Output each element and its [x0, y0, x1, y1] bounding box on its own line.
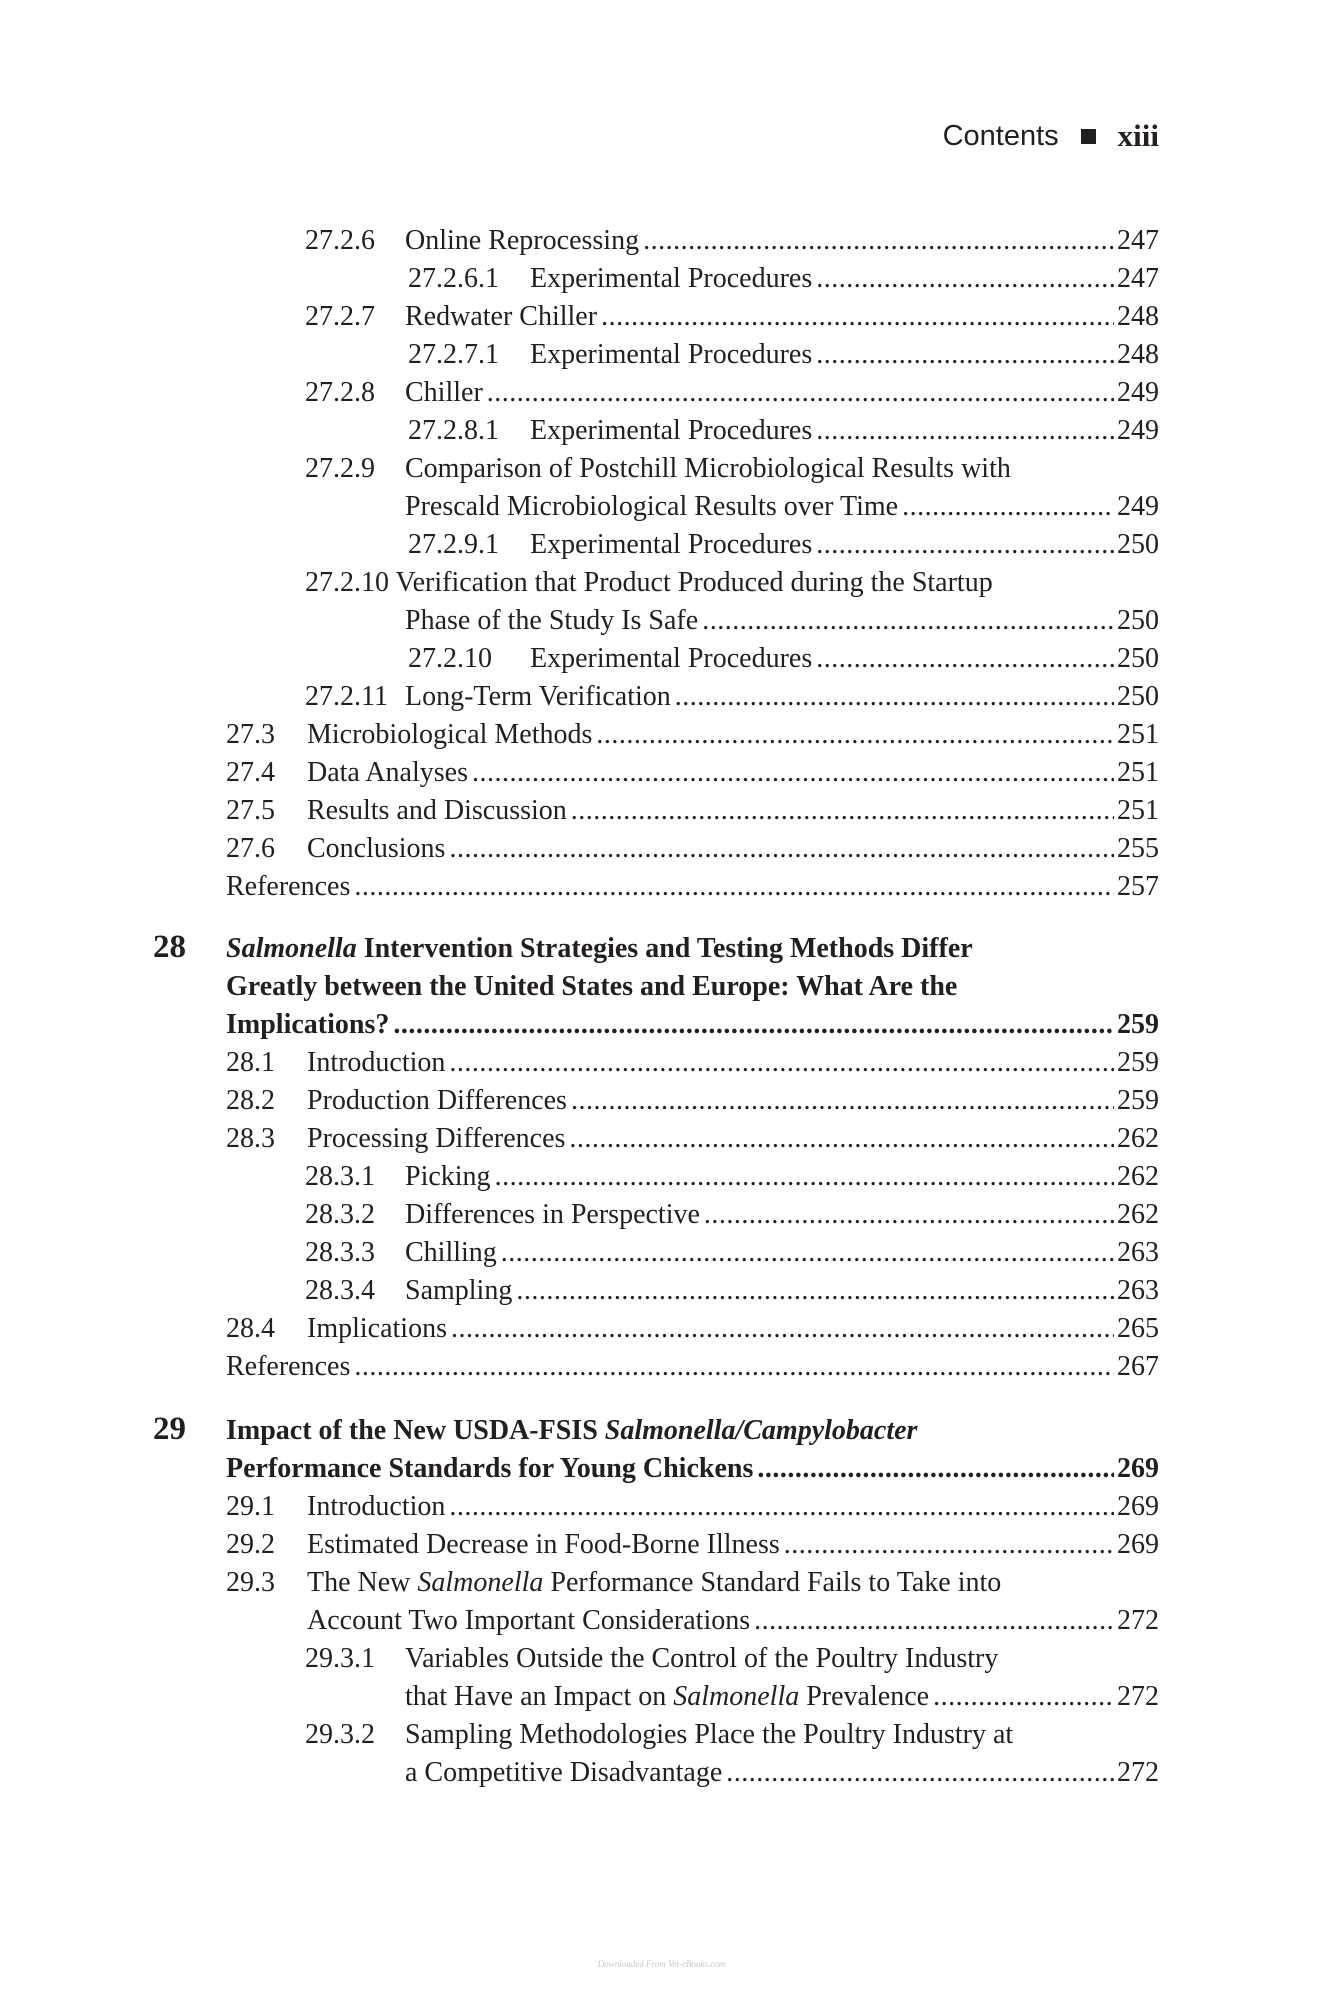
entry-page: 265: [1117, 1313, 1159, 1344]
dot-leader: [472, 754, 1114, 792]
entry-title: Experimental Procedures: [530, 339, 813, 370]
toc-entry-29-3-1-line1[interactable]: [305, 1640, 998, 1678]
dot-leader: [643, 222, 1114, 260]
toc-entry-27-2-9-1[interactable]: [408, 526, 1159, 564]
entry-number: 27.4: [226, 757, 275, 788]
toc-entry-27-2-10-line2[interactable]: [405, 602, 1159, 640]
entry-page: 251: [1117, 719, 1159, 750]
entry-title: Estimated Decrease in Food-Borne Illness: [307, 1529, 780, 1560]
entry-number: 27.6: [226, 833, 275, 864]
header-section-title: Contents: [942, 119, 1059, 152]
toc-entry-27-6[interactable]: [226, 830, 1159, 868]
toc-entry-27-2-10-line1[interactable]: [305, 564, 993, 602]
toc-entry-28-3-3[interactable]: [305, 1234, 1159, 1272]
entry-title: Introduction: [307, 1047, 446, 1078]
download-watermark: Downloaded From Vet-eBooks.com: [597, 1959, 726, 1969]
dot-leader: [501, 1234, 1114, 1272]
entry-page: 267: [1117, 1351, 1159, 1382]
entry-title: Production Differences: [307, 1085, 567, 1116]
toc-entry-29-3-1-line2[interactable]: [405, 1678, 1159, 1716]
entry-title: Experimental Procedures: [530, 415, 813, 446]
entry-title: Performance Standard Fails to Take into: [543, 1567, 1002, 1598]
toc-entry-28-4[interactable]: [226, 1310, 1159, 1348]
dot-leader: [393, 1006, 1114, 1044]
dot-leader: [601, 298, 1114, 336]
entry-number: 28.3: [226, 1123, 275, 1154]
entry-title: Long-Term Verification: [405, 681, 671, 712]
entry-page: 263: [1117, 1275, 1159, 1306]
toc-entry-27-2-8-1[interactable]: [408, 412, 1159, 450]
toc-entry-27-2-9-line1[interactable]: [305, 450, 1011, 488]
chapter-title: Impact of the New USDA-FSIS: [226, 1415, 605, 1446]
toc-entry-29-3-2-line2[interactable]: [405, 1754, 1159, 1792]
chapter-number-29: 29: [153, 1411, 186, 1447]
entry-title: Chiller: [405, 377, 483, 408]
toc-entry-27-2-11[interactable]: [305, 678, 1159, 716]
chapter-number-28: 28: [153, 929, 186, 965]
chapter-28-title-line2: Greatly between the United States and Europe: What Are the: [226, 971, 958, 1002]
dot-leader: [354, 868, 1114, 906]
entry-page: 250: [1117, 681, 1159, 712]
entry-page: 262: [1117, 1123, 1159, 1154]
entry-title: Redwater Chiller: [405, 301, 598, 332]
dot-leader: [571, 792, 1114, 830]
entry-number: 28.3.4: [305, 1275, 375, 1306]
dot-leader: [816, 260, 1114, 298]
entry-title: Experimental Procedures: [530, 643, 813, 674]
entry-number: 28.3.2: [305, 1199, 375, 1230]
entry-page: 249: [1117, 415, 1159, 446]
toc-entry-27-2-7[interactable]: [305, 298, 1159, 336]
entry-page: 262: [1117, 1199, 1159, 1230]
dot-leader: [784, 1526, 1114, 1564]
entry-page: 248: [1117, 301, 1159, 332]
toc-entry-29-3-2-line1[interactable]: [305, 1716, 1013, 1754]
entry-number: 27.2.9: [305, 453, 375, 484]
dot-leader: [757, 1450, 1114, 1488]
header-page-number: xiii: [1117, 118, 1159, 153]
entry-title: Data Analyses: [307, 757, 468, 788]
toc-entry-29-3-line2[interactable]: [307, 1602, 1159, 1640]
entry-number: 29.2: [226, 1529, 275, 1560]
dot-leader: [902, 488, 1114, 526]
entry-title: Variables Outside the Control of the Poultry Industry: [405, 1643, 999, 1674]
entry-title: Verification that Product Produced during the Startup: [395, 567, 993, 598]
chapter-29-title-line1[interactable]: [226, 1412, 917, 1450]
toc-entry-27-5[interactable]: [226, 792, 1159, 830]
entry-number: 28.3.1: [305, 1161, 375, 1192]
entry-title: Comparison of Postchill Microbiological Results with: [405, 453, 1011, 484]
toc-entry-references-27[interactable]: [226, 868, 1159, 906]
entry-title: Picking: [405, 1161, 491, 1192]
entry-number: 28.3.3: [305, 1237, 375, 1268]
entry-title: Introduction: [307, 1491, 446, 1522]
dot-leader: [726, 1754, 1114, 1792]
toc-entry-27-3[interactable]: [226, 716, 1159, 754]
entry-title: Differences in Perspective: [405, 1199, 700, 1230]
toc-entry-29-1[interactable]: [226, 1488, 1159, 1526]
dot-leader: [702, 602, 1114, 640]
toc-entry-27-2-6-1[interactable]: [408, 260, 1159, 298]
entry-number: 27.2.11: [305, 681, 388, 712]
toc-entry-27-4[interactable]: [226, 754, 1159, 792]
toc-entry-27-2-7-1[interactable]: [408, 336, 1159, 374]
toc-entry-29-3-line1[interactable]: [226, 1564, 1001, 1602]
chapter-title-italic: Salmonella/Campylobacter: [604, 1415, 918, 1446]
entry-number: 29.3: [226, 1567, 275, 1598]
entry-page: 250: [1117, 605, 1159, 636]
toc-entry-27-2-8[interactable]: [305, 374, 1159, 412]
dot-leader: [816, 640, 1114, 678]
dot-leader: [596, 716, 1114, 754]
chapter-title-continued: Implications?: [226, 1009, 390, 1040]
toc-entry-references-28[interactable]: [226, 1348, 1159, 1386]
entry-number: 27.3: [226, 719, 275, 750]
dot-leader: [816, 526, 1114, 564]
dot-leader: [569, 1120, 1114, 1158]
entry-page: 251: [1117, 795, 1159, 826]
entry-page: 257: [1117, 871, 1159, 902]
entry-number: 28.1: [226, 1047, 275, 1078]
entry-page: 272: [1117, 1681, 1159, 1712]
dot-leader: [487, 374, 1114, 412]
entry-page: 259: [1117, 1085, 1159, 1116]
dot-leader: [354, 1348, 1114, 1386]
entry-title: Experimental Procedures: [530, 263, 813, 294]
entry-title-continued: a Competitive Disadvantage: [405, 1757, 723, 1788]
toc-entry-28-3-1[interactable]: [305, 1158, 1159, 1196]
chapter-28-title-line3[interactable]: [226, 1006, 1159, 1044]
dot-leader: [816, 336, 1114, 374]
toc-entry-27-2-9-line2[interactable]: [405, 488, 1159, 526]
entry-title-continued: Phase of the Study Is Safe: [405, 605, 699, 636]
entry-number: 28.4: [226, 1313, 275, 1344]
entry-number: 27.2.10: [408, 643, 492, 674]
chapter-title-italic: Salmonella: [226, 933, 357, 964]
entry-number: 29.3.2: [305, 1719, 375, 1750]
toc-entry-28-3[interactable]: [226, 1120, 1159, 1158]
dot-leader: [451, 1310, 1114, 1348]
chapter-title-continued: Performance Standards for Young Chickens: [226, 1453, 754, 1484]
entry-title: Online Reprocessing: [405, 225, 640, 256]
entry-page: 251: [1117, 757, 1159, 788]
entry-page: 262: [1117, 1161, 1159, 1192]
entry-page: 259: [1117, 1009, 1159, 1040]
entry-page: 259: [1117, 1047, 1159, 1078]
entry-page: 250: [1117, 529, 1159, 560]
entry-number: 27.2.7: [305, 301, 375, 332]
chapter-29-title-line2[interactable]: [226, 1450, 1159, 1488]
entry-title: References: [226, 1351, 351, 1382]
entry-page: 255: [1117, 833, 1159, 864]
entry-number: 27.5: [226, 795, 275, 826]
entry-number: 27.2.10: [305, 567, 389, 598]
dot-leader: [675, 678, 1114, 716]
entry-title: Implications: [307, 1313, 447, 1344]
toc-entry-28-1[interactable]: [226, 1044, 1159, 1082]
entry-number: 29.3.1: [305, 1643, 375, 1674]
entry-title-continued: Prescald Microbiological Results over Time: [405, 491, 899, 522]
entry-number: 27.2.6.1: [408, 263, 499, 294]
entry-page: 269: [1117, 1529, 1159, 1560]
entry-title: Microbiological Methods: [307, 719, 593, 750]
entry-number: 28.2: [226, 1085, 275, 1116]
entry-number: 27.2.7.1: [408, 339, 499, 370]
entry-page: 269: [1117, 1491, 1159, 1522]
square-bullet-icon: [1081, 129, 1096, 144]
dot-leader: [816, 412, 1114, 450]
toc-entry-29-2[interactable]: [226, 1526, 1159, 1564]
entry-number: 27.2.6: [305, 225, 375, 256]
toc-entry-28-2[interactable]: [226, 1082, 1159, 1120]
dot-leader: [754, 1602, 1114, 1640]
dot-leader: [516, 1272, 1114, 1310]
entry-title: Conclusions: [307, 833, 446, 864]
entry-title-italic: Salmonella: [417, 1567, 544, 1598]
dot-leader: [449, 830, 1114, 868]
entry-number: 27.2.8.1: [408, 415, 499, 446]
entry-page: 249: [1117, 491, 1159, 522]
running-header: [943, 118, 1159, 154]
entry-page: 263: [1117, 1237, 1159, 1268]
dot-leader: [571, 1082, 1114, 1120]
entry-number: 27.2.9.1: [408, 529, 499, 560]
entry-page: 269: [1117, 1453, 1159, 1484]
entry-number: 29.1: [226, 1491, 275, 1522]
entry-page: 250: [1117, 643, 1159, 674]
entry-title-continued: that Have an Impact on Salmonella Prevalence: [405, 1681, 930, 1712]
dot-leader: [495, 1158, 1114, 1196]
entry-title-continued: Account Two Important Considerations: [307, 1605, 751, 1636]
entry-title-italic: Salmonella: [673, 1681, 800, 1712]
entry-title: Experimental Procedures: [530, 529, 813, 560]
entry-title: The New: [307, 1567, 418, 1598]
dot-leader: [449, 1488, 1114, 1526]
toc-entry-28-3-4[interactable]: [305, 1272, 1159, 1310]
dot-leader: [449, 1044, 1114, 1082]
entry-page: 248: [1117, 339, 1159, 370]
entry-title: References: [226, 871, 351, 902]
entry-number: 27.2.8: [305, 377, 375, 408]
entry-title: Results and Discussion: [307, 795, 567, 826]
entry-page: 272: [1117, 1605, 1159, 1636]
dot-leader: [704, 1196, 1114, 1234]
chapter-28-title-line1[interactable]: [226, 930, 973, 968]
dot-leader: [933, 1678, 1114, 1716]
entry-title: Chilling: [405, 1237, 497, 1268]
entry-page: 272: [1117, 1757, 1159, 1788]
entry-page: 247: [1117, 225, 1159, 256]
toc-entry-27-2-10-sub[interactable]: [408, 640, 1159, 678]
entry-page: 247: [1117, 263, 1159, 294]
entry-title: Sampling: [405, 1275, 513, 1306]
entry-page: 249: [1117, 377, 1159, 408]
toc-entry-28-3-2[interactable]: [305, 1196, 1159, 1234]
entry-title: Sampling Methodologies Place the Poultry Industry at: [405, 1719, 1014, 1750]
toc-entry-27-2-6[interactable]: [305, 222, 1159, 260]
chapter-title: Intervention Strategies and Testing Methods Differ: [356, 933, 973, 964]
entry-title: Processing Differences: [307, 1123, 566, 1154]
